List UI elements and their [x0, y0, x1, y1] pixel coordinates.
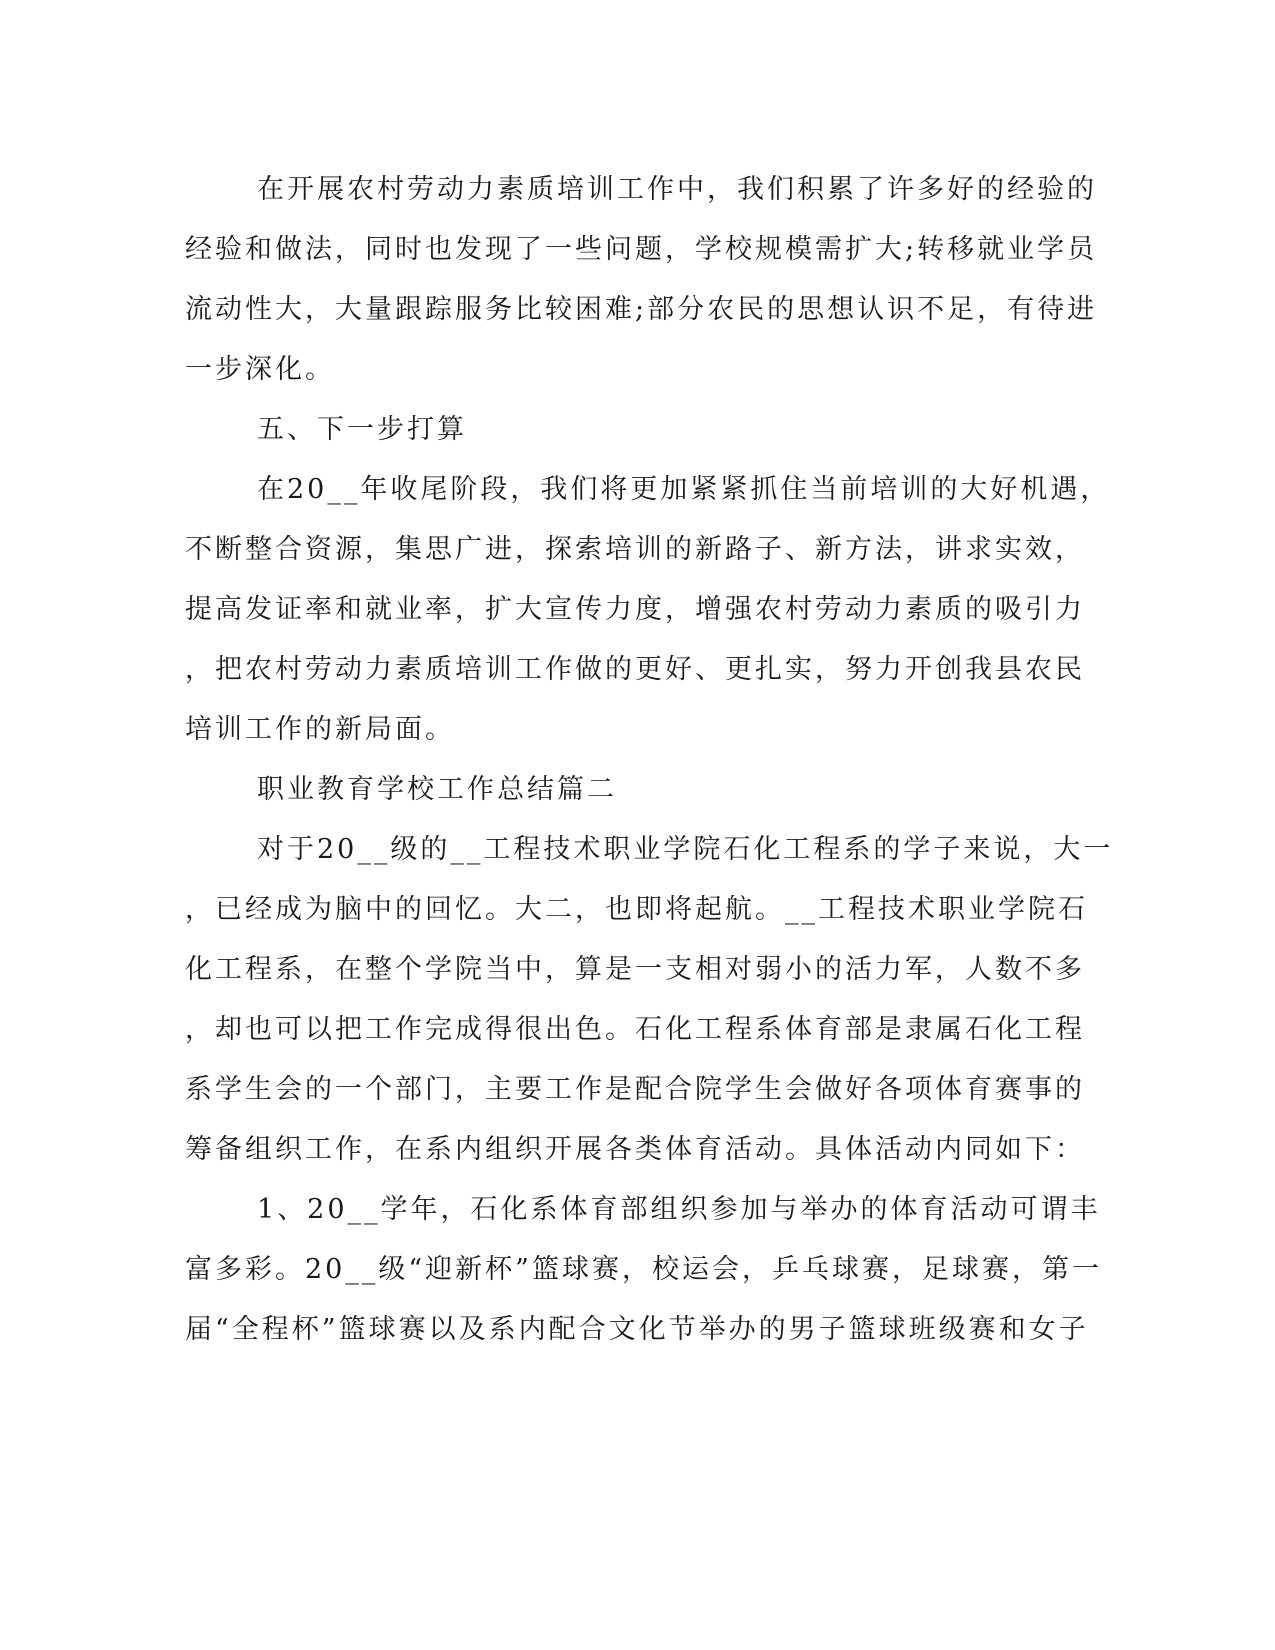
paragraph-line: 提高发证率和就业率，扩大宣传力度，增强农村劳动力素质的吸引力 — [185, 594, 1085, 625]
paragraph-line: 系学生会的一个部门，主要工作是配合院学生会做好各项体育赛事的 — [185, 1074, 1085, 1105]
paragraph-line: 届“全程杯”篮球赛以及系内配合文化节举办的男子篮球班级赛和女子 — [185, 1314, 1089, 1345]
paragraph-line: 流动性大，大量跟踪服务比较困难;部分农民的思想认识不足，有待进 — [185, 294, 1098, 325]
paragraph-line: ，把农村劳动力素质培训工作做的更好、更扎实，努力开创我县农民 — [185, 654, 1085, 685]
paragraph-line: 经验和做法，同时也发现了一些问题，学校规模需扩大;转移就业学员 — [185, 234, 1098, 265]
paragraph-line: 富多彩。20__级“迎新杯”篮球赛，校运会，乒乓球赛，足球赛，第一 — [185, 1254, 1102, 1285]
document-body — [185, 160, 1114, 1360]
paragraph-line: ，已经成为脑中的回忆。大二，也即将起航。__工程技术职业学院石 — [185, 894, 1088, 925]
paragraph-line: 一步深化。 — [185, 354, 335, 385]
paragraph-line: 化工程系，在整个学院当中，算是一支相对弱小的活力军，人数不多 — [185, 954, 1085, 985]
section-heading: 五、下一步打算 — [257, 414, 467, 445]
paragraph-line: 在开展农村劳动力素质培训工作中，我们积累了许多好的经验的 — [257, 174, 1097, 205]
paragraph-line: 筹备组织工作，在系内组织开展各类体育活动。具体活动内同如下： — [185, 1134, 1085, 1165]
paragraph-line: 1、20__学年，石化系体育部组织参加与举办的体育活动可谓丰 — [257, 1194, 1101, 1225]
paragraph-line: 不断整合资源，集思广进，探索培训的新路子、新方法，讲求实效， — [185, 534, 1085, 565]
paragraph-line: ，却也可以把工作完成得很出色。石化工程系体育部是隶属石化工程 — [185, 1014, 1085, 1045]
paragraph-line: 在20__年收尾阶段，我们将更加紧紧抓住当前培训的大好机遇， — [257, 474, 1111, 505]
paragraph-line: 培训工作的新局面。 — [185, 714, 455, 745]
article-title: 职业教育学校工作总结篇二 — [257, 774, 617, 805]
paragraph-line: 对于20__级的__工程技术职业学院石化工程系的学子来说，大一 — [257, 834, 1114, 865]
